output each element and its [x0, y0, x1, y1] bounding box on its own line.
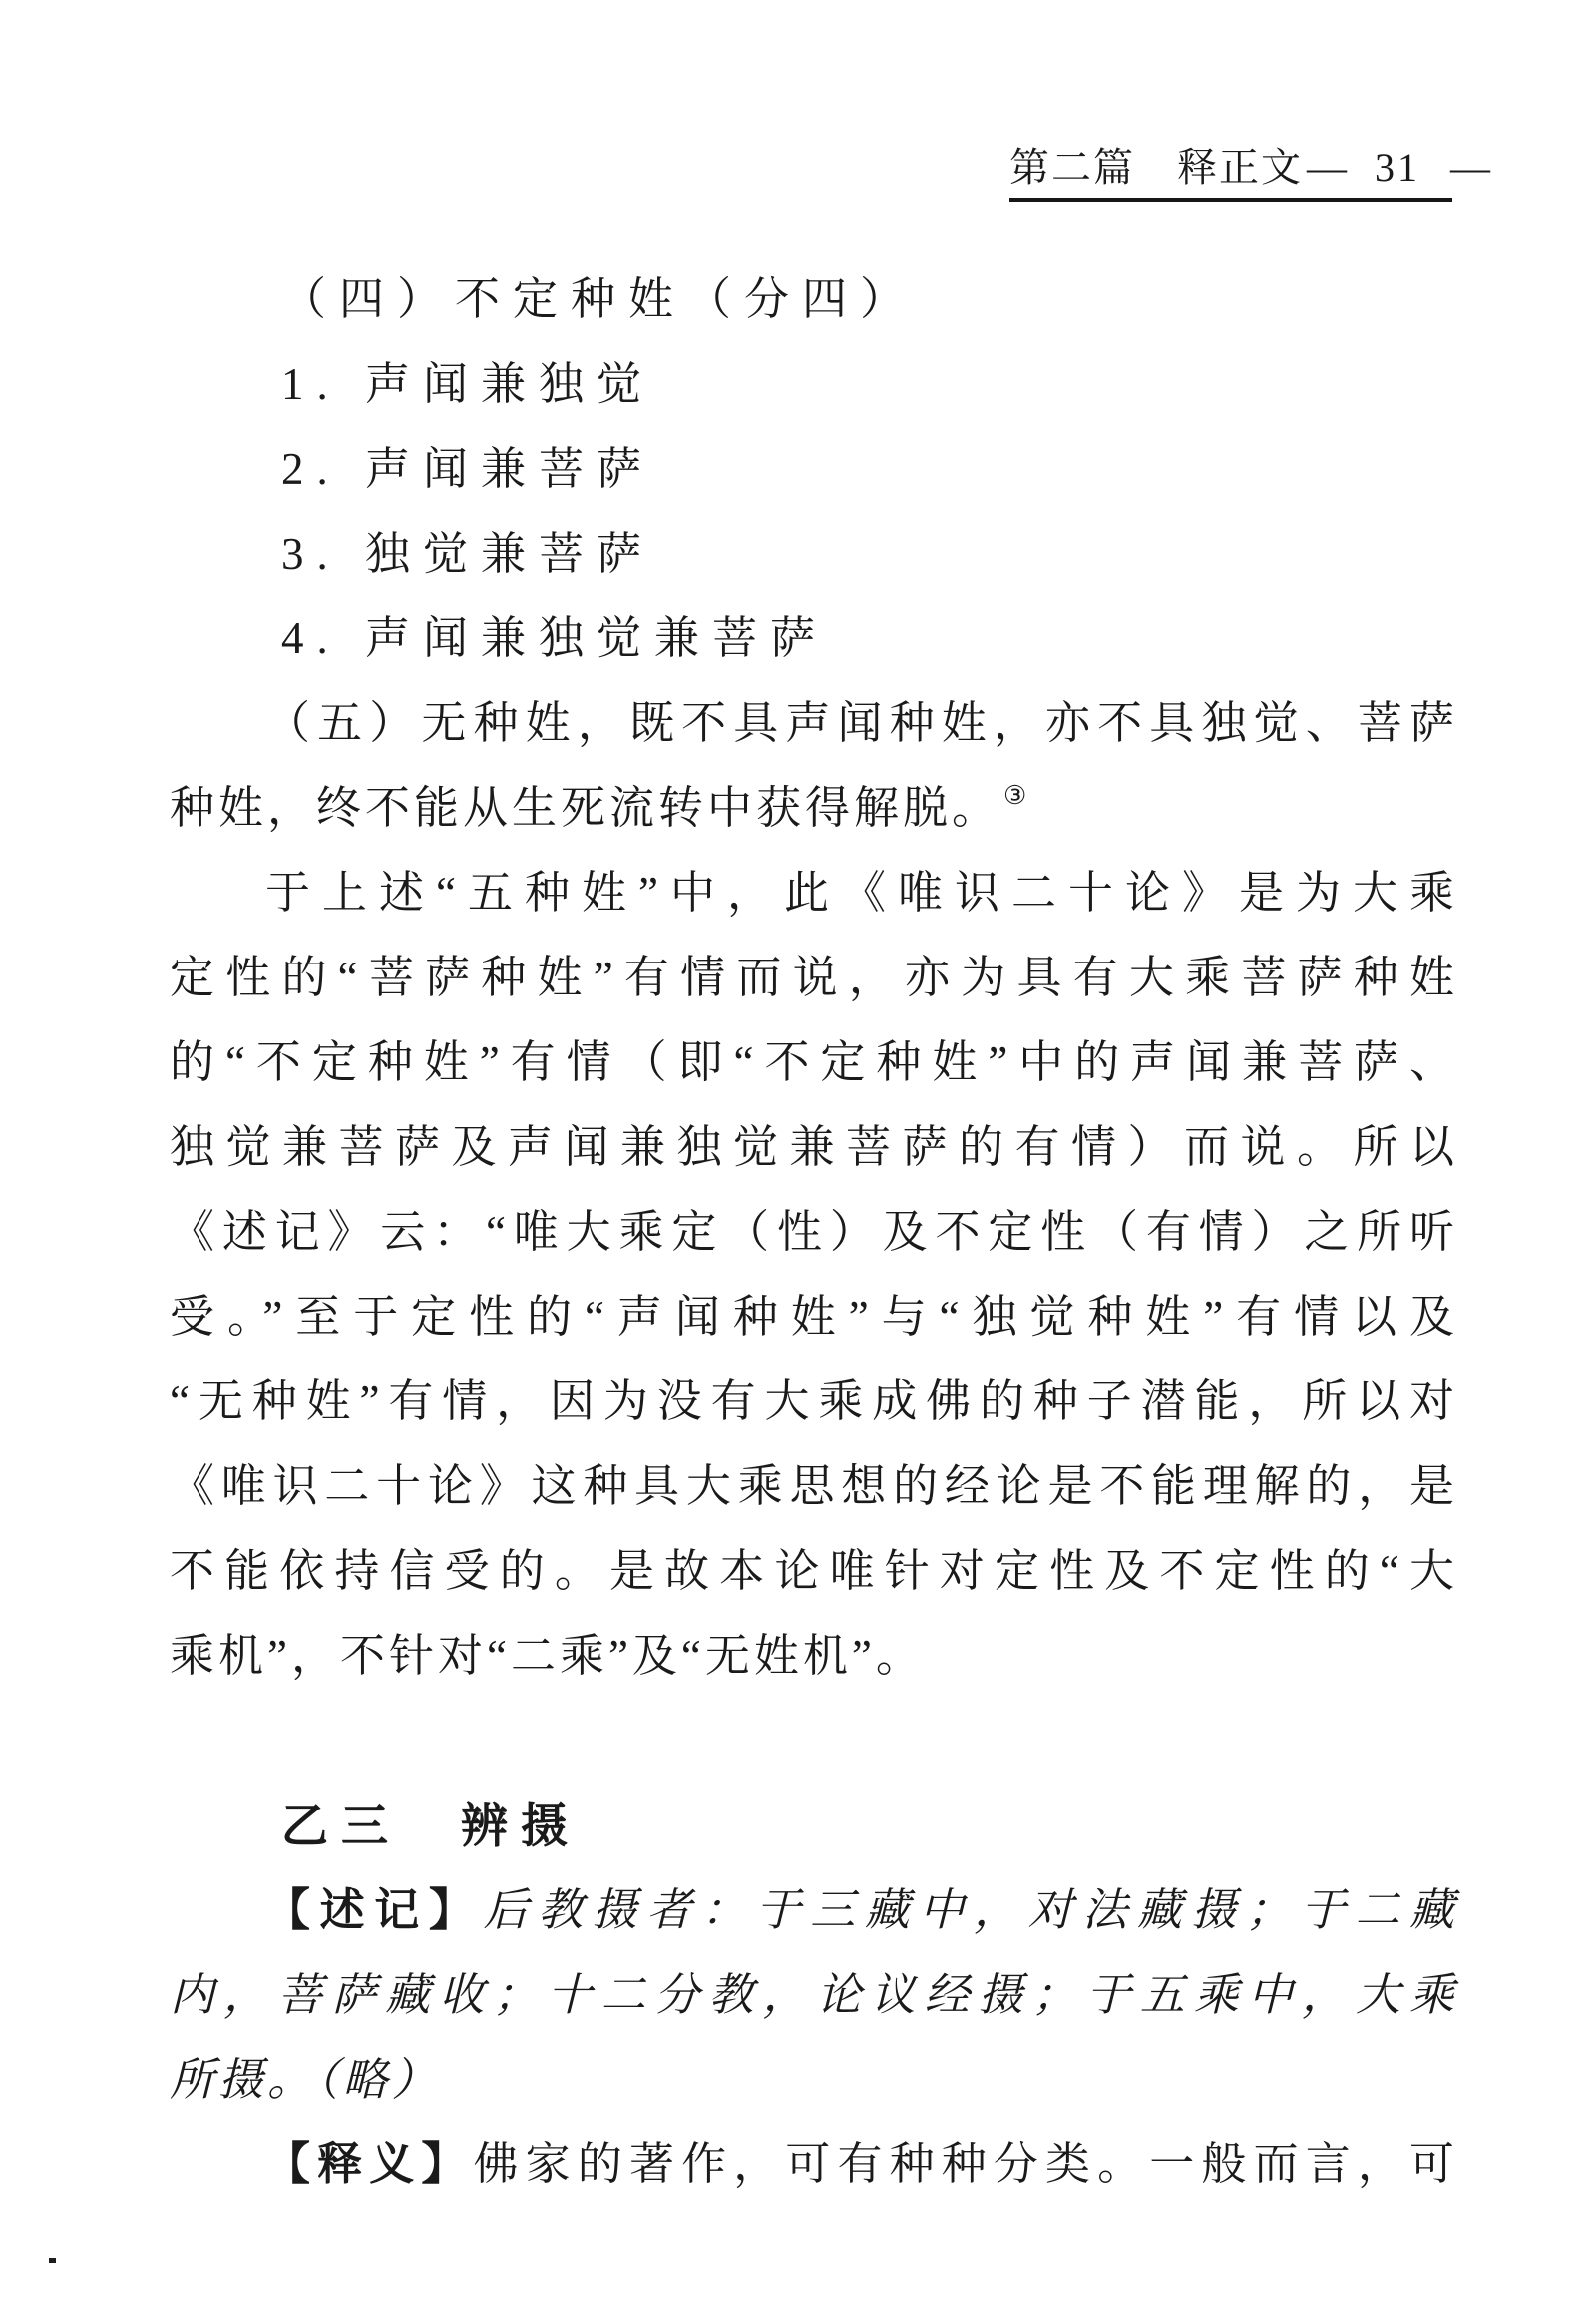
- page-body: [170, 257, 1458, 2207]
- page-header: [1009, 145, 1490, 202]
- list-item-1: 1. 声闻兼独觉: [281, 359, 655, 409]
- paragraph-line: 的“不定种姓”有情（即“不定种姓”中的声闻兼菩萨、: [170, 1037, 1458, 1087]
- footnote-ref-3: ③: [1003, 781, 1027, 810]
- list-item-4: 4. 声闻兼独觉兼菩萨: [281, 613, 829, 663]
- paragraph-line: 定性的“菩萨种姓”有情而说，亦为具有大乘菩萨种姓: [170, 953, 1458, 1002]
- list-item-2: 2. 声闻兼菩萨: [281, 444, 655, 494]
- shuji-quote-line: [170, 1868, 1458, 1953]
- paragraph-line: 不能依持信受的。是故本论唯针对定性及不定性的“大: [170, 1546, 1458, 1596]
- text-line: 种姓，终不能从生死流转中获得解脱。: [170, 783, 1001, 833]
- paragraph-line: 于上述“五种姓”中，此《唯识二十论》是为大乘: [265, 868, 1458, 918]
- paragraph-five-line: （五）无种姓，既不具声闻种姓，亦不具独觉、菩萨: [265, 698, 1458, 748]
- header-dash: —: [1307, 145, 1347, 190]
- shuji-quote-line: 所摄。（略）: [170, 2055, 441, 2105]
- shuji-label: 【述记】: [265, 1885, 484, 1935]
- header-dash: —: [1450, 145, 1490, 190]
- section-heading-yisan-bianshe: 乙三 辨摄: [281, 1799, 581, 1852]
- paragraph-five-line: [170, 766, 1458, 851]
- page-number: 31: [1375, 145, 1420, 190]
- shiyi-label: 【释义】: [265, 2139, 474, 2189]
- chapter-title: 第二篇 释正文: [1009, 145, 1303, 190]
- paragraph-line: 乘机”，不针对“二乘”及“无姓机”。: [170, 1631, 925, 1681]
- shiyi-paragraph-line: [170, 2122, 1458, 2207]
- paragraph-line: 独觉兼菩萨及声闻兼独觉兼菩萨的有情）而说。所以: [170, 1122, 1458, 1172]
- shuji-quote-line: 内，菩萨藏收；十二分教，论议经摄；于五乘中，大乘: [170, 1970, 1458, 2020]
- text-line: 后教摄者：于三藏中，对法藏摄；于二藏: [483, 1885, 1458, 1935]
- text-line: 佛家的著作，可有种种分类。一般而言，可: [473, 2139, 1458, 2189]
- list-item-3: 3. 独觉兼菩萨: [281, 529, 655, 578]
- stray-ink-mark: [49, 2258, 56, 2263]
- paragraph-line: “无种姓”有情，因为没有大乘成佛的种子潜能，所以对: [170, 1376, 1458, 1426]
- subsection-heading-four: （四）不定种姓（分四）: [281, 274, 919, 324]
- paragraph-line: 《述记》云：“唯大乘定（性）及不定性（有情）之所听: [170, 1207, 1458, 1257]
- paragraph-line: 受。”至于定性的“声闻种姓”与“独觉种姓”有情以及: [170, 1292, 1458, 1342]
- paragraph-line: 《唯识二十论》这种具大乘思想的经论是不能理解的，是: [170, 1461, 1458, 1511]
- blank-line: [170, 1699, 1458, 1783]
